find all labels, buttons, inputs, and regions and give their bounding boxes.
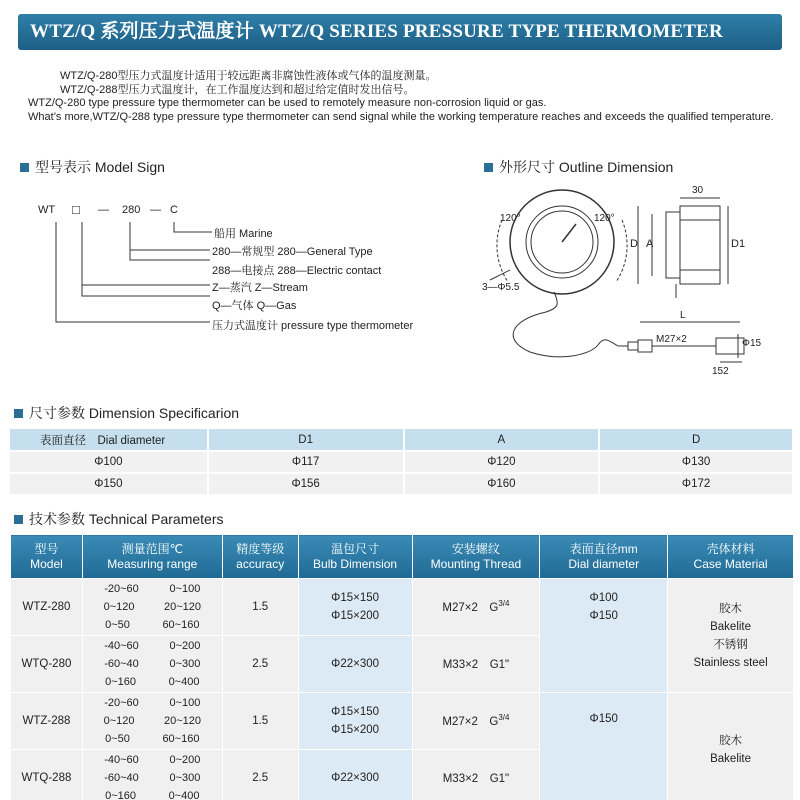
cell: Φ172 xyxy=(599,473,793,495)
range-cell: -40~60 0~200 -60~40 0~300 0~160 0~400 xyxy=(82,750,222,800)
bulb-cell: Φ15×150 Φ15×200 xyxy=(298,579,412,636)
header-cell: 安装螺纹 Mounting Thread xyxy=(412,535,540,579)
accuracy-cell: 2.5 xyxy=(222,636,298,693)
accuracy-cell: 1.5 xyxy=(222,693,298,750)
outline-drawing xyxy=(480,180,780,390)
thread-cell: M33×2 G1" xyxy=(412,750,540,800)
header-cell: 壳体材料 Case Material xyxy=(668,535,794,579)
code-part: 280 xyxy=(122,204,141,216)
dim-a: A xyxy=(646,238,654,250)
square-bullet-icon xyxy=(14,409,23,418)
header-cell: 型号 Model xyxy=(11,535,83,579)
code-part: WT xyxy=(38,204,56,216)
page-title-banner: WTZ/Q 系列压力式温度计 WTZ/Q SERIES PRESSURE TYPE THERMOMETER xyxy=(18,14,782,50)
model-cell: WTQ-280 xyxy=(11,636,83,693)
bulb-cell: Φ22×300 xyxy=(298,750,412,800)
model-label: 压力式温度计 pressure type thermometer xyxy=(212,320,414,332)
thread-cell: M27×2 $G^{3/4}$ xyxy=(412,693,540,750)
angle-right: 120° xyxy=(594,213,615,224)
accuracy-cell: 2.5 xyxy=(222,750,298,800)
cell: Φ100 xyxy=(10,451,208,473)
dim-l: L xyxy=(680,310,686,321)
header-cell: 测量范围℃ Measuring range xyxy=(82,535,222,579)
dim-d1: D1 xyxy=(731,238,746,250)
thermometer-drawing xyxy=(480,180,780,390)
model-label: 船用 Marine xyxy=(214,228,273,240)
table-row xyxy=(10,473,793,495)
square-bullet-icon xyxy=(14,515,23,524)
bulb-cell: Φ22×300 xyxy=(298,636,412,693)
technical-table xyxy=(10,534,794,800)
cell: Φ156 xyxy=(208,473,404,495)
table-row xyxy=(11,579,794,636)
angle-left: 120° xyxy=(500,213,521,224)
dimension-spec-heading xyxy=(14,403,239,423)
range-cell: -40~60 0~200 -60~40 0~300 0~160 0~400 xyxy=(82,636,222,693)
model-label: Z—蒸汽 Z—Stream xyxy=(212,282,308,294)
heading-text: 尺寸参数 Dimension Specificarion xyxy=(29,405,240,421)
range-cell: -20~60 0~100 0~120 20~120 0~50 60~160 xyxy=(82,693,222,750)
table-row xyxy=(10,451,793,473)
bulb-cell: Φ15×150 Φ15×200 xyxy=(298,693,412,750)
outline-heading xyxy=(484,157,673,177)
heading-text: 外形尺寸 Outline Dimension xyxy=(499,159,674,175)
material-cell: 胶木 Bakelite xyxy=(668,693,794,800)
accuracy-cell: 1.5 xyxy=(222,579,298,636)
model-cell: WTQ-288 xyxy=(11,750,83,800)
header-cell: A xyxy=(404,429,600,451)
header-cell: D1 xyxy=(208,429,404,451)
model-label: Q—气体 Q—Gas xyxy=(212,300,297,312)
intro-line: WTZ/Q-288型压力式温度计，在工作温度达到和超过给定值时发出信号。 xyxy=(60,83,415,96)
cell: Φ130 xyxy=(599,451,793,473)
intro-line: WTZ/Q-280 type pressure type thermometer can be used to remotely measure non-corrosion liquid or gas. xyxy=(28,97,547,109)
intro-text xyxy=(28,70,788,124)
model-sign-diagram xyxy=(38,200,458,340)
heading-text: 型号表示 Model Sign xyxy=(35,159,165,175)
dim-bulb-dia: Φ15 xyxy=(742,338,762,349)
material-cell: 胶木 Bakelite 不锈钢 Stainless steel xyxy=(668,579,794,693)
code-part: — xyxy=(150,204,161,216)
dim-bulb-len: 152 xyxy=(712,366,729,377)
table-header-row xyxy=(11,535,794,579)
cell: Φ150 xyxy=(10,473,208,495)
dim-thread: M27×2 xyxy=(656,334,687,345)
technical-heading xyxy=(14,509,224,529)
table-row xyxy=(11,693,794,750)
header-cell: 温包尺寸 Bulb Dimension xyxy=(298,535,412,579)
header-cell: 表面直径mm Dial diameter xyxy=(540,535,668,579)
intro-line: What’s more,WTZ/Q-288 type pressure type thermometer can send signal while the working temperature reaches and exceeds the qualified temperature. xyxy=(28,110,774,123)
model-cell: WTZ-280 xyxy=(11,579,83,636)
cell: Φ117 xyxy=(208,451,404,473)
dimension-table xyxy=(10,429,794,496)
heading-text: 技术参数 Technical Parameters xyxy=(29,511,224,527)
header-cell: 表面直径 Dial diameter xyxy=(10,429,208,451)
dim-holes: 3—Φ5.5 xyxy=(482,282,520,293)
code-part: □ xyxy=(72,202,80,217)
dial-cell: Φ100 Φ150 xyxy=(540,579,668,693)
dim-d: D xyxy=(630,238,638,250)
square-bullet-icon xyxy=(20,163,29,172)
header-cell: 精度等级 accuracy xyxy=(222,535,298,579)
model-label: 280—常规型 280—General Type xyxy=(212,246,373,258)
dial-cell: Φ150 xyxy=(540,693,668,800)
dim-top-width: 30 xyxy=(692,185,704,196)
intro-line: WTZ/Q-280型压力式温度计适用于较远距离非腐蚀性液体或气体的温度测量。 xyxy=(60,70,437,82)
code-part: — xyxy=(98,204,109,216)
cell: Φ160 xyxy=(404,473,600,495)
cell: Φ120 xyxy=(404,451,600,473)
header-cell: D xyxy=(599,429,793,451)
range-cell: -20~60 0~100 0~120 20~120 0~50 60~160 xyxy=(82,579,222,636)
table-header-row xyxy=(10,429,793,451)
thread-cell: M33×2 G1" xyxy=(412,636,540,693)
thread-cell: M27×2 $G^{3/4}$ xyxy=(412,579,540,636)
square-bullet-icon xyxy=(484,163,493,172)
model-label: 288—电接点 288—Electric contact xyxy=(212,265,382,277)
model-cell: WTZ-288 xyxy=(11,693,83,750)
model-sign-heading xyxy=(20,157,165,177)
code-part: C xyxy=(170,204,178,216)
